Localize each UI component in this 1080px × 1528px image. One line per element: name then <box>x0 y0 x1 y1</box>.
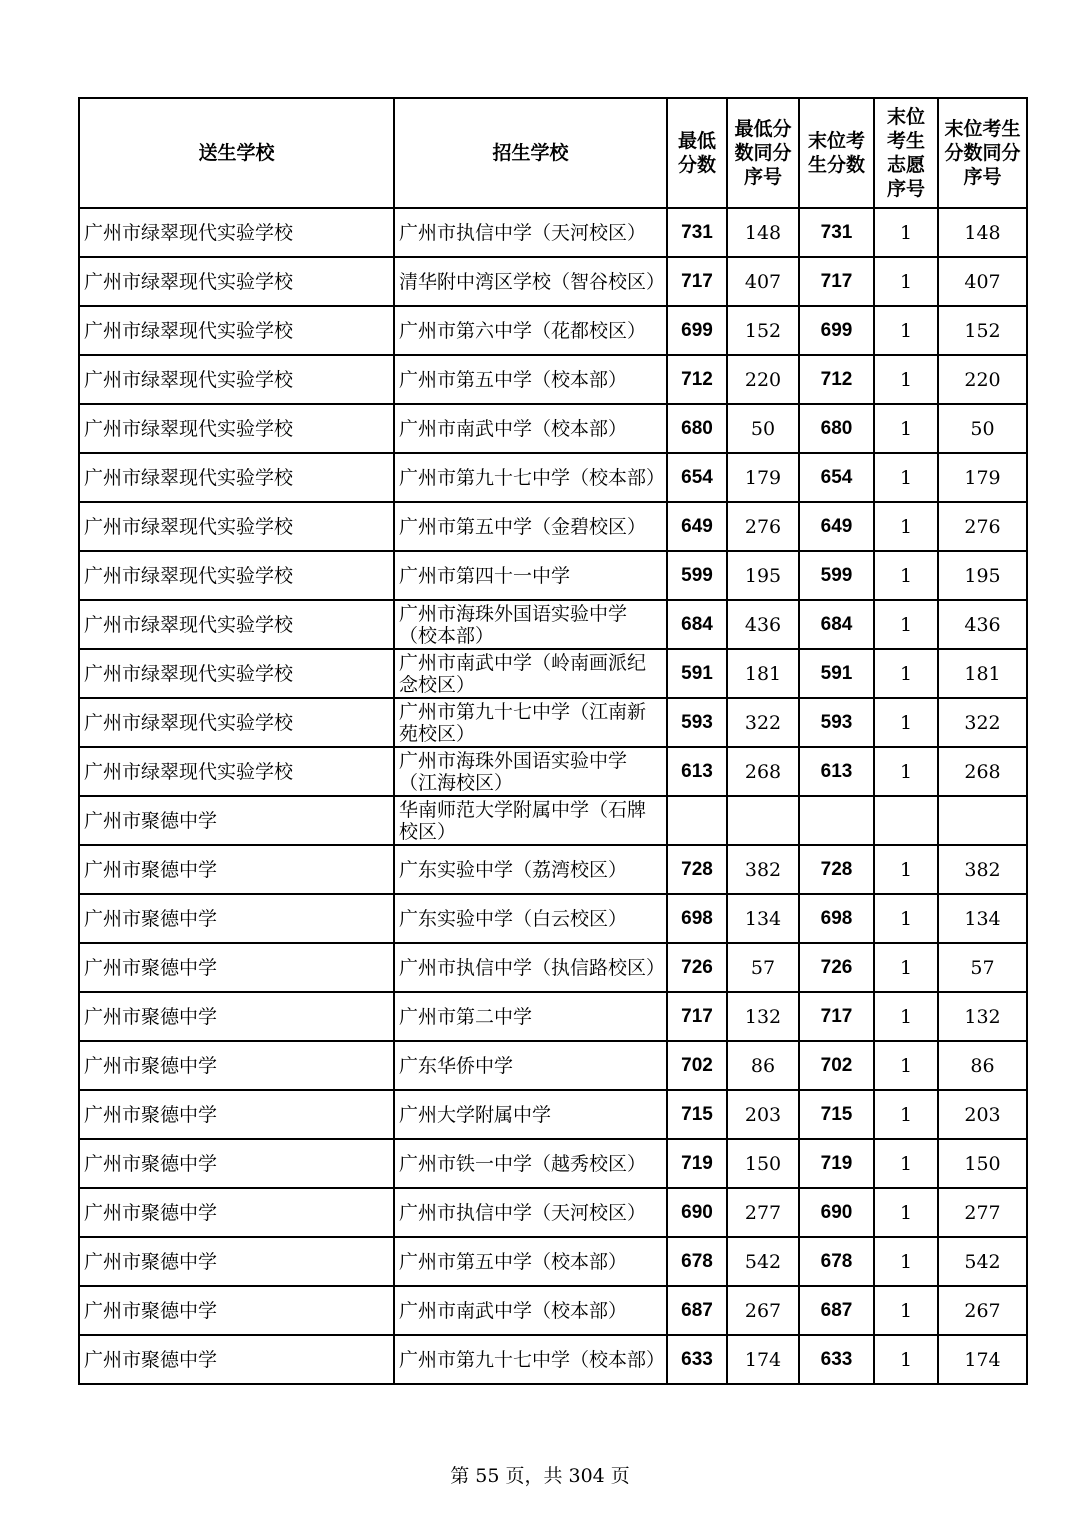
last-score-cell: 680 <box>799 404 874 453</box>
min-score-cell: 678 <box>667 1237 727 1286</box>
last-score-cell: 699 <box>799 306 874 355</box>
min-score-rank-cell: 267 <box>727 1286 799 1335</box>
recv-school-cell: 广东华侨中学 <box>394 1041 667 1090</box>
recv-school-cell: 广州市铁一中学（越秀校区） <box>394 1139 667 1188</box>
min-score-rank-cell: 134 <box>727 894 799 943</box>
table-row <box>79 992 1027 1041</box>
last-score-cell: 593 <box>799 698 874 747</box>
last-score-rank-cell: 148 <box>938 208 1027 257</box>
min-score-rank-cell: 195 <box>727 551 799 600</box>
last-score-cell: 678 <box>799 1237 874 1286</box>
last-wish-cell: 1 <box>874 208 938 257</box>
min-score-rank-cell: 132 <box>727 992 799 1041</box>
last-score-rank-cell: 322 <box>938 698 1027 747</box>
send-school-cell: 广州市绿翠现代实验学校 <box>79 257 394 306</box>
min-score-cell: 712 <box>667 355 727 404</box>
table-row <box>79 208 1027 257</box>
min-score-cell: 726 <box>667 943 727 992</box>
min-score-cell: 599 <box>667 551 727 600</box>
last-score-rank-cell: 436 <box>938 600 1027 649</box>
send-school-cell: 广州市聚德中学 <box>79 1237 394 1286</box>
last-score-rank-cell: 220 <box>938 355 1027 404</box>
page-footer: 第 55 页，共 304 页 <box>450 1465 630 1487</box>
send-school-cell: 广州市聚德中学 <box>79 845 394 894</box>
min-score-cell: 690 <box>667 1188 727 1237</box>
recv-school-cell: 广州市第六中学（花都校区） <box>394 306 667 355</box>
last-score-cell: 715 <box>799 1090 874 1139</box>
last-score-rank-cell: 132 <box>938 992 1027 1041</box>
last-score-cell: 649 <box>799 502 874 551</box>
min-score-rank-cell: 152 <box>727 306 799 355</box>
min-score-cell <box>667 796 727 845</box>
table-row <box>79 1335 1027 1384</box>
last-wish-cell: 1 <box>874 747 938 796</box>
recv-school-cell: 广州市第九十七中学（校本部） <box>394 453 667 502</box>
last-score-cell: 687 <box>799 1286 874 1335</box>
last-wish-cell: 1 <box>874 1139 938 1188</box>
send-school-cell: 广州市聚德中学 <box>79 1188 394 1237</box>
last-score-cell: 591 <box>799 649 874 698</box>
recv-school-cell: 广州市第九十七中学（江南新苑校区） <box>394 698 667 747</box>
send-school-cell: 广州市绿翠现代实验学校 <box>79 404 394 453</box>
min-score-cell: 731 <box>667 208 727 257</box>
last-wish-cell: 1 <box>874 1237 938 1286</box>
min-score-cell: 649 <box>667 502 727 551</box>
score-table <box>78 97 1028 1385</box>
header-send-school: 送生学校 <box>79 98 394 208</box>
min-score-cell: 728 <box>667 845 727 894</box>
recv-school-cell: 广州市南武中学（岭南画派纪念校区） <box>394 649 667 698</box>
min-score-cell: 702 <box>667 1041 727 1090</box>
min-score-cell: 613 <box>667 747 727 796</box>
min-score-cell: 699 <box>667 306 727 355</box>
recv-school-cell: 广州市执信中学（天河校区） <box>394 208 667 257</box>
table-row <box>79 502 1027 551</box>
last-wish-cell: 1 <box>874 845 938 894</box>
table-row <box>79 1237 1027 1286</box>
last-score-rank-cell: 277 <box>938 1188 1027 1237</box>
last-score-rank-cell: 50 <box>938 404 1027 453</box>
send-school-cell: 广州市聚德中学 <box>79 1335 394 1384</box>
table-body <box>79 208 1027 1384</box>
last-wish-cell: 1 <box>874 698 938 747</box>
min-score-rank-cell: 276 <box>727 502 799 551</box>
header-last-wish: 末位 考生 志愿 序号 <box>874 98 938 208</box>
min-score-rank-cell <box>727 796 799 845</box>
last-score-cell: 719 <box>799 1139 874 1188</box>
recv-school-cell: 广州市执信中学（天河校区） <box>394 1188 667 1237</box>
header-min-score: 最低 分数 <box>667 98 727 208</box>
recv-school-cell: 广州市南武中学（校本部） <box>394 1286 667 1335</box>
recv-school-cell: 广州市第五中学（金碧校区） <box>394 502 667 551</box>
last-score-cell: 654 <box>799 453 874 502</box>
table-row <box>79 453 1027 502</box>
last-score-rank-cell <box>938 796 1027 845</box>
table-row <box>79 1090 1027 1139</box>
last-score-rank-cell: 86 <box>938 1041 1027 1090</box>
last-score-rank-cell: 179 <box>938 453 1027 502</box>
table-row <box>79 355 1027 404</box>
last-wish-cell: 1 <box>874 551 938 600</box>
min-score-cell: 633 <box>667 1335 727 1384</box>
last-score-cell: 726 <box>799 943 874 992</box>
last-wish-cell: 1 <box>874 943 938 992</box>
table-row <box>79 1139 1027 1188</box>
send-school-cell: 广州市绿翠现代实验学校 <box>79 306 394 355</box>
min-score-rank-cell: 542 <box>727 1237 799 1286</box>
last-score-cell: 728 <box>799 845 874 894</box>
last-wish-cell: 1 <box>874 894 938 943</box>
recv-school-cell: 广州市执信中学（执信路校区） <box>394 943 667 992</box>
send-school-cell: 广州市聚德中学 <box>79 1286 394 1335</box>
header-last-score: 末位考 生分数 <box>799 98 874 208</box>
recv-school-cell: 广东实验中学（白云校区） <box>394 894 667 943</box>
send-school-cell: 广州市绿翠现代实验学校 <box>79 698 394 747</box>
min-score-cell: 684 <box>667 600 727 649</box>
send-school-cell: 广州市绿翠现代实验学校 <box>79 747 394 796</box>
last-wish-cell: 1 <box>874 355 938 404</box>
min-score-rank-cell: 277 <box>727 1188 799 1237</box>
last-wish-cell: 1 <box>874 649 938 698</box>
last-wish-cell: 1 <box>874 1090 938 1139</box>
recv-school-cell: 广州市第四十一中学 <box>394 551 667 600</box>
min-score-rank-cell: 174 <box>727 1335 799 1384</box>
last-score-cell: 712 <box>799 355 874 404</box>
min-score-rank-cell: 436 <box>727 600 799 649</box>
send-school-cell: 广州市绿翠现代实验学校 <box>79 208 394 257</box>
last-score-rank-cell: 181 <box>938 649 1027 698</box>
table-row <box>79 257 1027 306</box>
last-score-rank-cell: 150 <box>938 1139 1027 1188</box>
last-wish-cell: 1 <box>874 1188 938 1237</box>
last-wish-cell: 1 <box>874 992 938 1041</box>
min-score-cell: 698 <box>667 894 727 943</box>
last-score-cell: 702 <box>799 1041 874 1090</box>
send-school-cell: 广州市聚德中学 <box>79 894 394 943</box>
table-row <box>79 845 1027 894</box>
header-recv-school: 招生学校 <box>394 98 667 208</box>
last-score-rank-cell: 174 <box>938 1335 1027 1384</box>
last-score-cell: 633 <box>799 1335 874 1384</box>
recv-school-cell: 广州市第五中学（校本部） <box>394 1237 667 1286</box>
min-score-cell: 591 <box>667 649 727 698</box>
min-score-rank-cell: 86 <box>727 1041 799 1090</box>
last-score-cell: 717 <box>799 992 874 1041</box>
last-score-rank-cell: 267 <box>938 1286 1027 1335</box>
last-score-cell: 717 <box>799 257 874 306</box>
last-score-rank-cell: 382 <box>938 845 1027 894</box>
min-score-rank-cell: 268 <box>727 747 799 796</box>
last-wish-cell <box>874 796 938 845</box>
table-row <box>79 894 1027 943</box>
send-school-cell: 广州市绿翠现代实验学校 <box>79 649 394 698</box>
table-row <box>79 551 1027 600</box>
last-wish-cell: 1 <box>874 1286 938 1335</box>
send-school-cell: 广州市绿翠现代实验学校 <box>79 600 394 649</box>
last-score-cell <box>799 796 874 845</box>
send-school-cell: 广州市聚德中学 <box>79 943 394 992</box>
last-score-rank-cell: 276 <box>938 502 1027 551</box>
recv-school-cell: 广东实验中学（荔湾校区） <box>394 845 667 894</box>
recv-school-cell: 广州市第五中学（校本部） <box>394 355 667 404</box>
min-score-rank-cell: 150 <box>727 1139 799 1188</box>
table-row <box>79 306 1027 355</box>
send-school-cell: 广州市绿翠现代实验学校 <box>79 453 394 502</box>
min-score-cell: 687 <box>667 1286 727 1335</box>
last-wish-cell: 1 <box>874 453 938 502</box>
send-school-cell: 广州市聚德中学 <box>79 1041 394 1090</box>
last-score-cell: 731 <box>799 208 874 257</box>
send-school-cell: 广州市绿翠现代实验学校 <box>79 551 394 600</box>
min-score-cell: 680 <box>667 404 727 453</box>
last-wish-cell: 1 <box>874 1041 938 1090</box>
last-score-rank-cell: 134 <box>938 894 1027 943</box>
send-school-cell: 广州市聚德中学 <box>79 1090 394 1139</box>
table-row <box>79 1188 1027 1237</box>
last-wish-cell: 1 <box>874 1335 938 1384</box>
last-wish-cell: 1 <box>874 600 938 649</box>
table-row <box>79 747 1027 796</box>
recv-school-cell: 广州市第二中学 <box>394 992 667 1041</box>
send-school-cell: 广州市聚德中学 <box>79 1139 394 1188</box>
last-score-rank-cell: 203 <box>938 1090 1027 1139</box>
recv-school-cell: 清华附中湾区学校（智谷校区） <box>394 257 667 306</box>
recv-school-cell: 广州市海珠外国语实验中学（校本部） <box>394 600 667 649</box>
min-score-rank-cell: 220 <box>727 355 799 404</box>
last-score-cell: 599 <box>799 551 874 600</box>
last-wish-cell: 1 <box>874 306 938 355</box>
last-wish-cell: 1 <box>874 404 938 453</box>
min-score-rank-cell: 407 <box>727 257 799 306</box>
send-school-cell: 广州市聚德中学 <box>79 992 394 1041</box>
recv-school-cell: 广州大学附属中学 <box>394 1090 667 1139</box>
min-score-rank-cell: 382 <box>727 845 799 894</box>
min-score-cell: 654 <box>667 453 727 502</box>
min-score-cell: 717 <box>667 992 727 1041</box>
min-score-rank-cell: 322 <box>727 698 799 747</box>
last-score-cell: 684 <box>799 600 874 649</box>
recv-school-cell: 广州市海珠外国语实验中学（江海校区） <box>394 747 667 796</box>
last-score-rank-cell: 268 <box>938 747 1027 796</box>
table-row <box>79 1041 1027 1090</box>
min-score-rank-cell: 50 <box>727 404 799 453</box>
min-score-rank-cell: 179 <box>727 453 799 502</box>
min-score-rank-cell: 203 <box>727 1090 799 1139</box>
recv-school-cell: 广州市南武中学（校本部） <box>394 404 667 453</box>
last-score-rank-cell: 407 <box>938 257 1027 306</box>
last-score-cell: 690 <box>799 1188 874 1237</box>
last-score-rank-cell: 152 <box>938 306 1027 355</box>
last-wish-cell: 1 <box>874 257 938 306</box>
min-score-cell: 593 <box>667 698 727 747</box>
recv-school-cell: 华南师范大学附属中学（石牌校区） <box>394 796 667 845</box>
min-score-cell: 717 <box>667 257 727 306</box>
table-row <box>79 943 1027 992</box>
last-score-rank-cell: 57 <box>938 943 1027 992</box>
table-row <box>79 649 1027 698</box>
table-row <box>79 1286 1027 1335</box>
last-wish-cell: 1 <box>874 502 938 551</box>
header-min-score-rank: 最低分 数同分 序号 <box>727 98 799 208</box>
recv-school-cell: 广州市第九十七中学（校本部） <box>394 1335 667 1384</box>
min-score-cell: 715 <box>667 1090 727 1139</box>
min-score-rank-cell: 148 <box>727 208 799 257</box>
last-score-cell: 613 <box>799 747 874 796</box>
last-score-rank-cell: 195 <box>938 551 1027 600</box>
table-row <box>79 600 1027 649</box>
send-school-cell: 广州市绿翠现代实验学校 <box>79 502 394 551</box>
last-score-rank-cell: 542 <box>938 1237 1027 1286</box>
min-score-cell: 719 <box>667 1139 727 1188</box>
send-school-cell: 广州市绿翠现代实验学校 <box>79 355 394 404</box>
table-row <box>79 404 1027 453</box>
send-school-cell: 广州市聚德中学 <box>79 796 394 845</box>
last-score-cell: 698 <box>799 894 874 943</box>
table-row <box>79 698 1027 747</box>
table-row <box>79 796 1027 845</box>
min-score-rank-cell: 57 <box>727 943 799 992</box>
table-header-row <box>79 98 1027 208</box>
header-last-score-rank: 末位考生 分数同分 序号 <box>938 98 1027 208</box>
min-score-rank-cell: 181 <box>727 649 799 698</box>
